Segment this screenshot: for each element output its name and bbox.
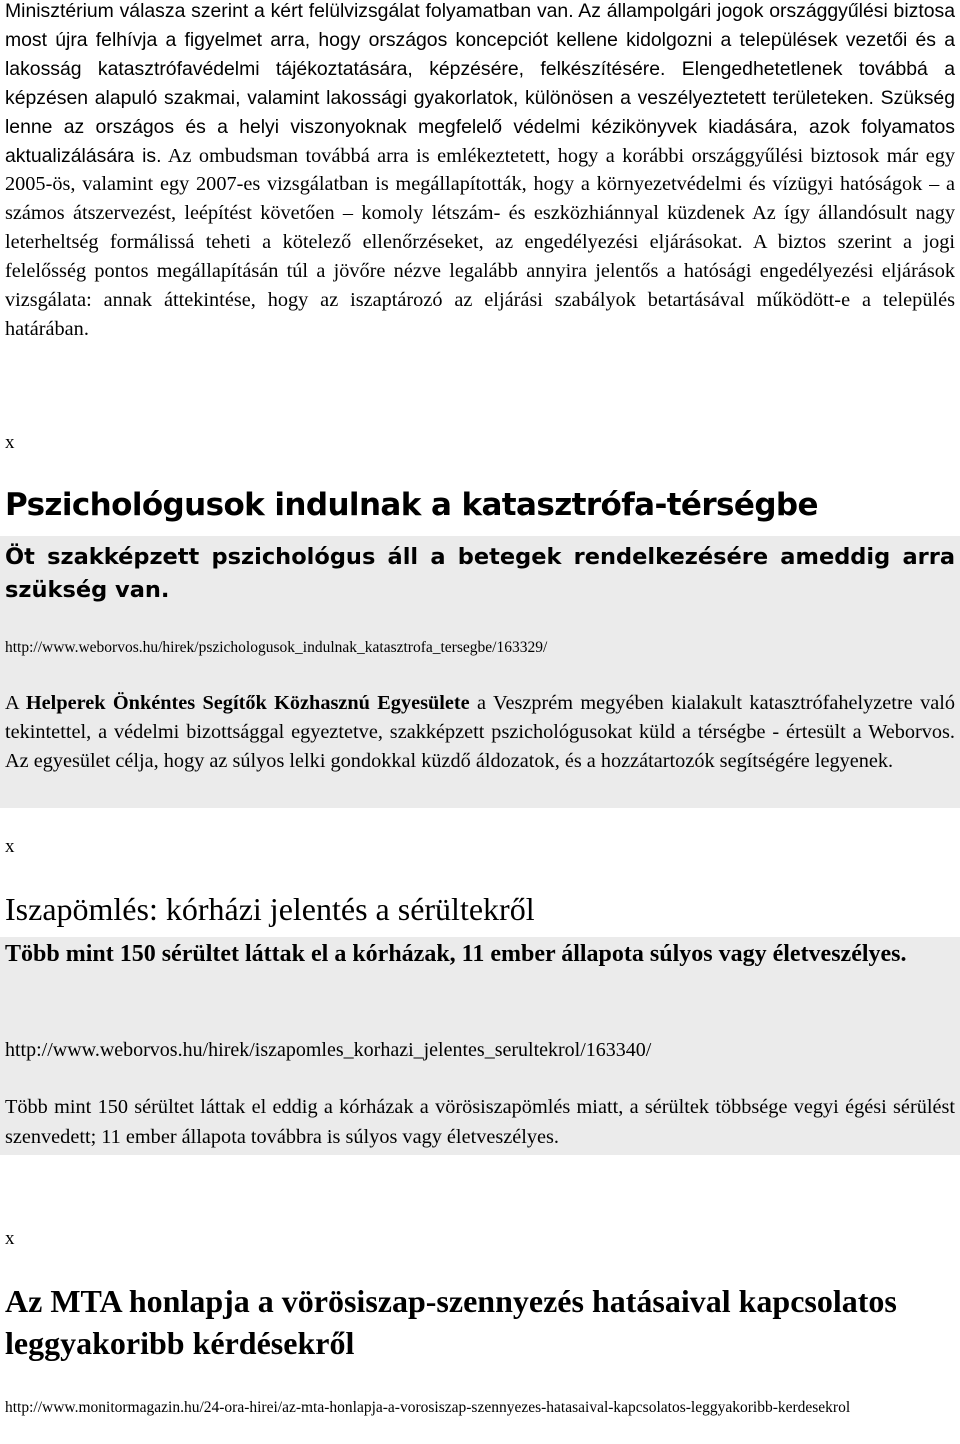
article-1-body-pre: A [5, 692, 26, 714]
article-2-url[interactable]: http://www.weborvos.hu/hirek/iszapomles_korhazi_jelentes_serultekrol/163340/ [5, 1039, 652, 1061]
intro-sentence-5: Az ombudsman továbbá arra is emlékeztetett, hogy a korábbi országgyűlési biztosok már egy 2005-ös, valamint egy 2007-es vizsgálatban is megállapították, hogy a környezetvédelmi és vízügyi hatóságok – a számos átszervezést, leépítést követően – komoly létszám- és eszközhiánnyal küzdenek Az így állandósult nagy leterheltség formálissá teheti a kötelező ellenőrzéseket, az engedélyezési eljárásokat. [5, 144, 955, 254]
article-1-title: Pszichológusok indulnak a katasztrófa-térségbe [5, 487, 818, 523]
separator-marker: x [5, 836, 15, 857]
article-1-body [5, 689, 955, 776]
article-2-title: Iszapömlés: kórházi jelentés a sérültekről [5, 891, 535, 927]
separator-marker: x [5, 432, 15, 453]
article-3-url[interactable]: http://www.monitormagazin.hu/24-ora-hirei/az-mta-honlapja-a-vorosiszap-szennyezes-hatasaival-kapcsolatos-leggyakoribb-kerdesekrol [5, 1399, 851, 1416]
article-1-organization: Helperek Önkéntes Segítők Közhasznú Egyesülete [25, 692, 470, 714]
article-1-body-post: a Veszprém megyében kialakult katasztrófahelyzetre való tekintettel, a védelmi bizottsággal egyeztetve, szakképzett pszichológusokat küld a térségbe - értesült a Weborvos. Az egyesület célja, hogy az súlyos lelki gondokkal küzdő áldozatok, és a hozzátartozók segítségére legyenek. [5, 692, 955, 772]
intro-sentence-1: Minisztérium válasza szerint a kért felülvizsgálat folyamatban van. [5, 0, 574, 22]
separator-marker: x [5, 1228, 15, 1249]
article-1-subtitle: Öt szakképzett pszichológus áll a betegek rendelkezésére ameddig arra szükség van. [5, 544, 955, 603]
article-3-title: Az MTA honlapja a vörösiszap-szennyezés hatásaival kapcsolatos leggyakoribb kérdésekről [5, 1283, 897, 1361]
intro-sentence-2: Az állampolgári jogok országgyűlési biztosa most újra felhívja a figyelmet arra, hogy országos koncepciót kellene kidolgozni a települések vezetői és a lakosság katasztrófavédelmi tájékoztatására, képzésére, felkészítésére. [5, 0, 955, 80]
article-2-body: Több mint 150 sérültet láttak el eddig a kórházak a vörösiszapömlés miatt, a sérültek többsége vegyi égési sérülést szenvedett; 11 ember állapota továbbra is súlyos vagy életveszélyes. [5, 1096, 955, 1148]
intro-sentence-6: A biztos szerint a jogi felelősség pontos megállapításán túl a jövőre nézve legalább annyira jelentős a hatósági engedélyezési eljárások vizsgálata: annak áttekintése, hogy az iszaptározó az eljárási szabályok betartásával működött-e a település határában. [5, 231, 955, 340]
article-2-subtitle: Több mint 150 sérültet láttak el a kórházak, 11 ember állapota súlyos vagy életveszélyes. [5, 941, 907, 967]
intro-sentence-4: Szükség lenne az országos és a helyi viszonyoknak megfelelő védelmi kézikönyvek kiadására, azok folyamatos aktualizálására is. [5, 86, 955, 167]
intro-sentence-3: Elengedhetetlenek továbbá a képzésen alapuló szakmai, valamint lakossági gyakorlatok, különösen a veszélyeztetett területeken. [5, 57, 955, 109]
article-1-url[interactable]: http://www.weborvos.hu/hirek/pszichologusok_indulnak_katasztrofa_tersegbe/163329/ [5, 639, 548, 656]
intro-paragraph [5, 0, 955, 344]
